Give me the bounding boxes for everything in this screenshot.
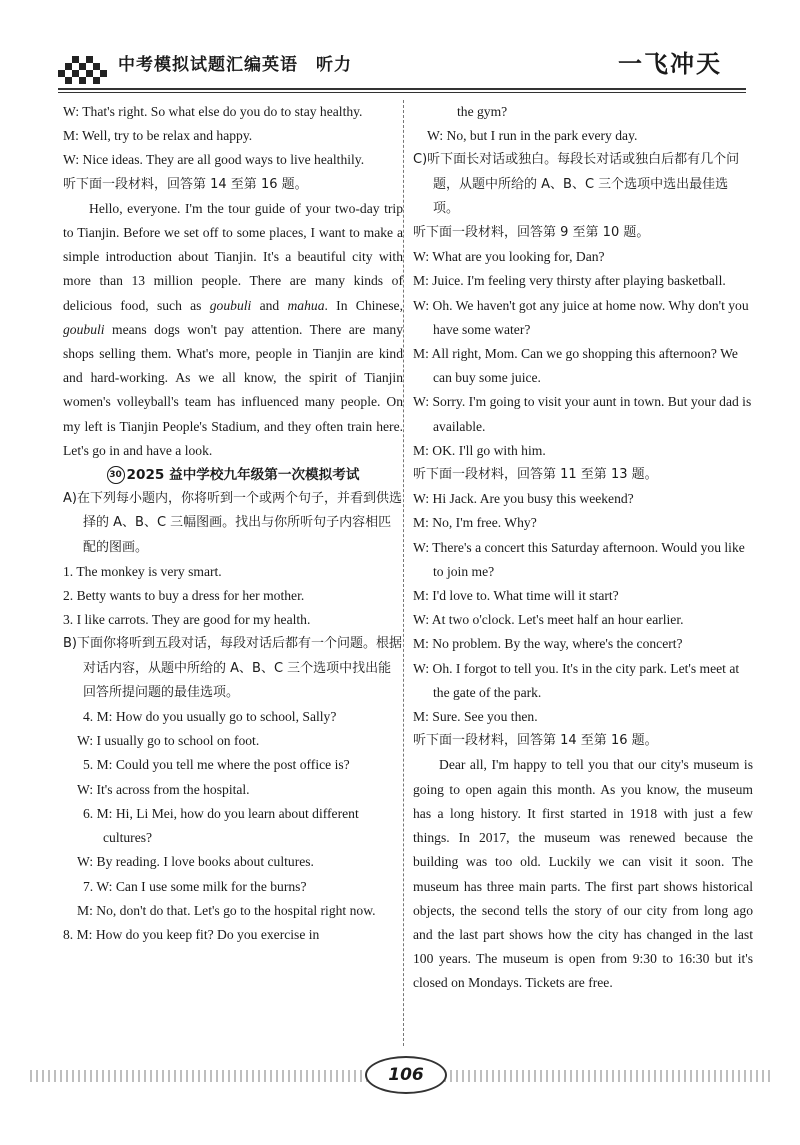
b-question: 7. W: Can I use some milk for the burns? xyxy=(83,878,307,894)
right-column xyxy=(413,100,753,996)
instruction-14-16-right: 听下面一段材料，回答第 14 至第 16 题。 xyxy=(413,733,658,749)
b-answer: W: It's across from the hospital. xyxy=(77,781,250,797)
instruction-11-13: 听下面一段材料，回答第 11 至第 13 题。 xyxy=(413,467,658,483)
left-column xyxy=(63,100,403,947)
column-divider xyxy=(403,100,404,1046)
dialog-line: W: Oh. We haven't got any juice at home now. Why don't you have some water? xyxy=(413,297,749,337)
b-question: 4. M: How do you usually go to school, Sally? xyxy=(83,709,337,725)
dialog-line: M: Juice. I'm feeling very thirsty after playing basketball. xyxy=(413,273,726,289)
goubuli-term: goubuli xyxy=(209,297,252,313)
b-answer: M: No, don't do that. Let's go to the hospital right now. xyxy=(77,902,376,918)
dialog-line: W: At two o'clock. Let's meet half an hour earlier. xyxy=(413,612,684,628)
dialog-line: M: Well, try to be relax and happy. xyxy=(63,128,253,144)
book-title: 中考模拟试题汇编英语 听力 xyxy=(118,55,352,75)
b-answer: W: By reading. I love books about cultures. xyxy=(77,854,314,870)
dialog-line: W: There's a concert this Saturday afternoon. Would you like to join me? xyxy=(413,539,745,579)
page-footer xyxy=(0,1050,800,1090)
dialog-line: W: Sorry. I'm going to visit your aunt in town. But your dad is available. xyxy=(413,394,752,434)
museum-passage: Dear all, I'm happy to tell you that our city's museum is going to open again this month. As you know, the museum has a long history. It first started in 1918 with just a few things. In 2017, the museum was renewed because the building was too old. Luckily we can visit it soon. The museum has three main parts. The first part shows historical objects, the second tells the story of our city from long ago and the last part shows how the city has changed in the last 100 years. The museum is open from 9:30 to 16:30 but it's closed on Mondays. Tickets are free. xyxy=(413,757,753,991)
b-answer: W: I usually go to school on foot. xyxy=(77,733,260,749)
page-header xyxy=(0,0,800,95)
brand-logo: 一飞冲天 xyxy=(618,50,722,78)
dialog-line: M: I'd love to. What time will it start? xyxy=(413,588,619,604)
exam-title: 30 2025 益中学校九年级第一次模拟考试 xyxy=(63,463,403,487)
b-answer-8: W: No, but I run in the park every day. xyxy=(427,128,638,144)
b-question-8-cont: the gym? xyxy=(457,104,508,119)
dialog-line: M: No problem. By the way, where's the concert? xyxy=(413,636,683,652)
b-question: 5. M: Could you tell me where the post office is? xyxy=(83,757,350,773)
instruction-14-16: 听下面一段材料，回答第 14 至第 16 题。 xyxy=(63,176,308,192)
goubuli-term-2: goubuli xyxy=(63,321,105,337)
b-question: 6. M: Hi, Li Mei, how do you learn about different cultures? xyxy=(83,805,359,846)
dialog-line: M: All right, Mom. Can we go shopping this afternoon? We can buy some juice. xyxy=(413,346,738,386)
a-item: 2. Betty wants to buy a dress for her mother. xyxy=(63,588,305,604)
dialog-line: W: Nice ideas. They are all good ways to live healthily. xyxy=(63,152,365,168)
a-item: 1. The monkey is very smart. xyxy=(63,563,222,579)
instruction-9-10: 听下面一段材料，回答第 9 至第 10 题。 xyxy=(413,225,650,241)
section-b-instruction: B)下面你将听到五段对话，每段对话后都有一个问题。根据对话内容，从题中所给的 A、B、C 三个选项中找出能回答所提问题的最佳选项。 xyxy=(63,636,402,700)
exam-number-badge: 30 xyxy=(107,466,125,484)
checkered-logo-icon xyxy=(58,50,106,84)
page-number-badge xyxy=(365,1056,447,1094)
dialog-line: M: Sure. See you then. xyxy=(413,709,538,725)
a-item: 3. I like carrots. They are good for my health. xyxy=(63,612,311,628)
dialog-line: W: What are you looking for, Dan? xyxy=(413,249,605,265)
dialog-line: W: That's right. So what else do you do to stay healthy. xyxy=(63,104,363,119)
section-a-instruction: A)在下列每小题内，你将听到一个或两个句子，并看到供选择的 A、B、C 三幅图画。找出与你所听句子内容相匹配的图画。 xyxy=(63,491,402,555)
dialog-line: M: OK. I'll go with him. xyxy=(413,442,546,458)
dialog-line: W: Hi Jack. Are you busy this weekend? xyxy=(413,491,634,507)
b-question-8: 8. M: How do you keep fit? Do you exercise in xyxy=(63,926,320,942)
page-number: 106 xyxy=(388,1065,424,1085)
mahua-term: mahua xyxy=(287,297,325,313)
header-rule-thin xyxy=(58,92,746,93)
dialog-line: M: No, I'm free. Why? xyxy=(413,515,537,531)
tianjin-passage: Hello, everyone. I'm the tour guide of your two-day trip to Tianjin. Before we set off to some places, I want to make a simple introduction about Tianjin. It's a beautiful city with more than 13 million people. There are many kinds of delicious food, such as goubuli and mahua. In Chinese, goubuli means dogs won't pay attention. There are many shops selling them. What's more, people in Tianjin are kind and hard-working. As we all know, the spirit of Tianjin women's volleyball's team has influenced many people. On my left is Tianjin People's Stadium, and they often train here. Let's go in and have a look. xyxy=(63,200,403,458)
header-rule xyxy=(58,88,746,90)
section-c-instruction: C)听下面长对话或独白。每段长对话或独白后都有几个问题，从题中所给的 A、B、C 三个选项中选出最佳选项。 xyxy=(413,152,740,216)
dialog-line: W: Oh. I forgot to tell you. It's in the city park. Let's meet at the gate of the park. xyxy=(413,660,740,700)
